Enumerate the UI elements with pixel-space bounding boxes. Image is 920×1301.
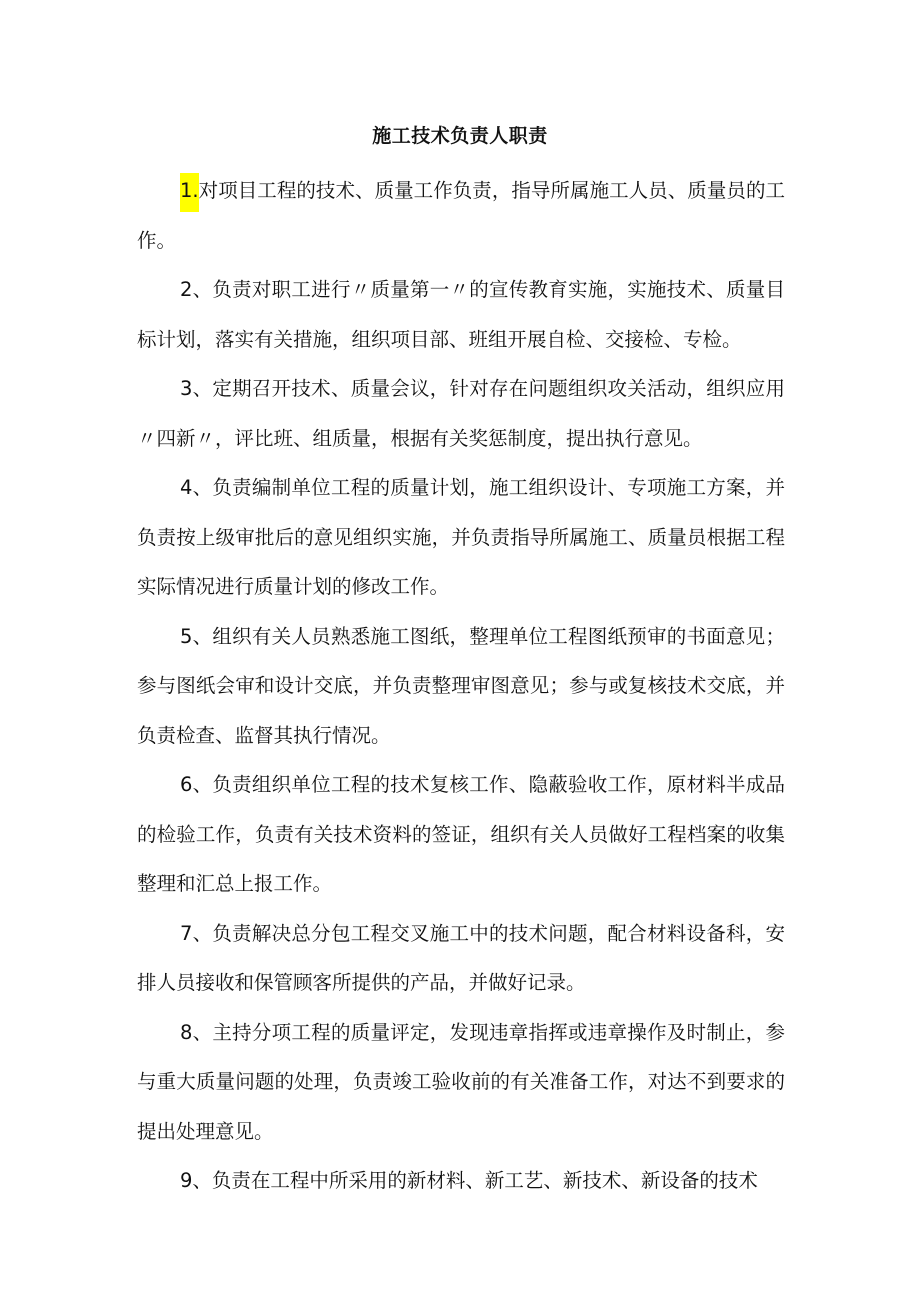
- document-body: [137, 166, 785, 1206]
- paragraph-text: 、主持分项工程的质量评定，发现违章指挥或违章操作及时制止，参与重大质量问题的处理，负责竣工验收前的有关准备工作，对达不到要求的提出处理意见。: [137, 1020, 785, 1143]
- item-number: 7: [180, 921, 193, 945]
- paragraph-1: [137, 166, 785, 265]
- document-title: 施工技术负责人职责: [372, 125, 548, 147]
- paragraph-3: [137, 364, 785, 463]
- item-number: 5: [180, 624, 193, 648]
- paragraph-2: [137, 265, 785, 364]
- paragraph-8: [137, 1008, 785, 1157]
- paragraph-7: [137, 909, 785, 1008]
- item-number: 8: [180, 1020, 193, 1044]
- item-number: 4: [180, 476, 193, 499]
- paragraph-text: 、负责在工程中所采用的新材料、新工艺、新技术、新设备的技术: [192, 1169, 758, 1192]
- item-number: 9: [180, 1169, 193, 1192]
- paragraph-text: 、负责组织单位工程的技术复核工作、隐蔽验收工作，原材料半成品的检验工作，负责有关技术资料的签证，组织有关人员做好工程档案的收集整理和汇总上报工作。: [137, 773, 785, 895]
- item-number: 3: [180, 377, 193, 400]
- paragraph-5: [137, 612, 785, 761]
- paragraph-4: [137, 463, 785, 612]
- paragraph-text: 对项目工程的技术、质量工作负责，指导所属施工人员、质量员的工作。: [137, 179, 785, 252]
- item-number: 6: [180, 773, 193, 796]
- item-number: 2: [180, 278, 193, 301]
- paragraph-text: 、负责对职工进行〃质量第一〃的宣传教育实施，实施技术、质量目标计划，落实有关措施，组织项目部、班组开展自检、交接检、专检。: [137, 278, 785, 351]
- paragraph-text: 、定期召开技术、质量会议，针对存在问题组织攻关活动，组织应用〃四新〃，评比班、组质量，根据有关奖惩制度，提出执行意见。: [137, 377, 785, 450]
- paragraph-text: 、负责编制单位工程的质量计划，施工组织设计、专项施工方案，并负责按上级审批后的意见组织实施，并负责指导所属施工、质量员根据工程实际情况进行质量计划的修改工作。: [137, 476, 785, 598]
- paragraph-text: 、负责解决总分包工程交叉施工中的技术问题，配合材料设备科，安排人员接收和保管顾客所提供的产品，并做好记录。: [137, 921, 785, 994]
- paragraph-6: [137, 760, 785, 909]
- paragraph-9: [137, 1156, 785, 1206]
- paragraph-text: 、组织有关人员熟悉施工图纸，整理单位工程图纸预审的书面意见；参与图纸会审和设计交底，并负责整理审图意见；参与或复核技术交底，并负责检查、监督其执行情况。: [137, 624, 785, 747]
- highlighted-item-number: 1.: [180, 173, 199, 212]
